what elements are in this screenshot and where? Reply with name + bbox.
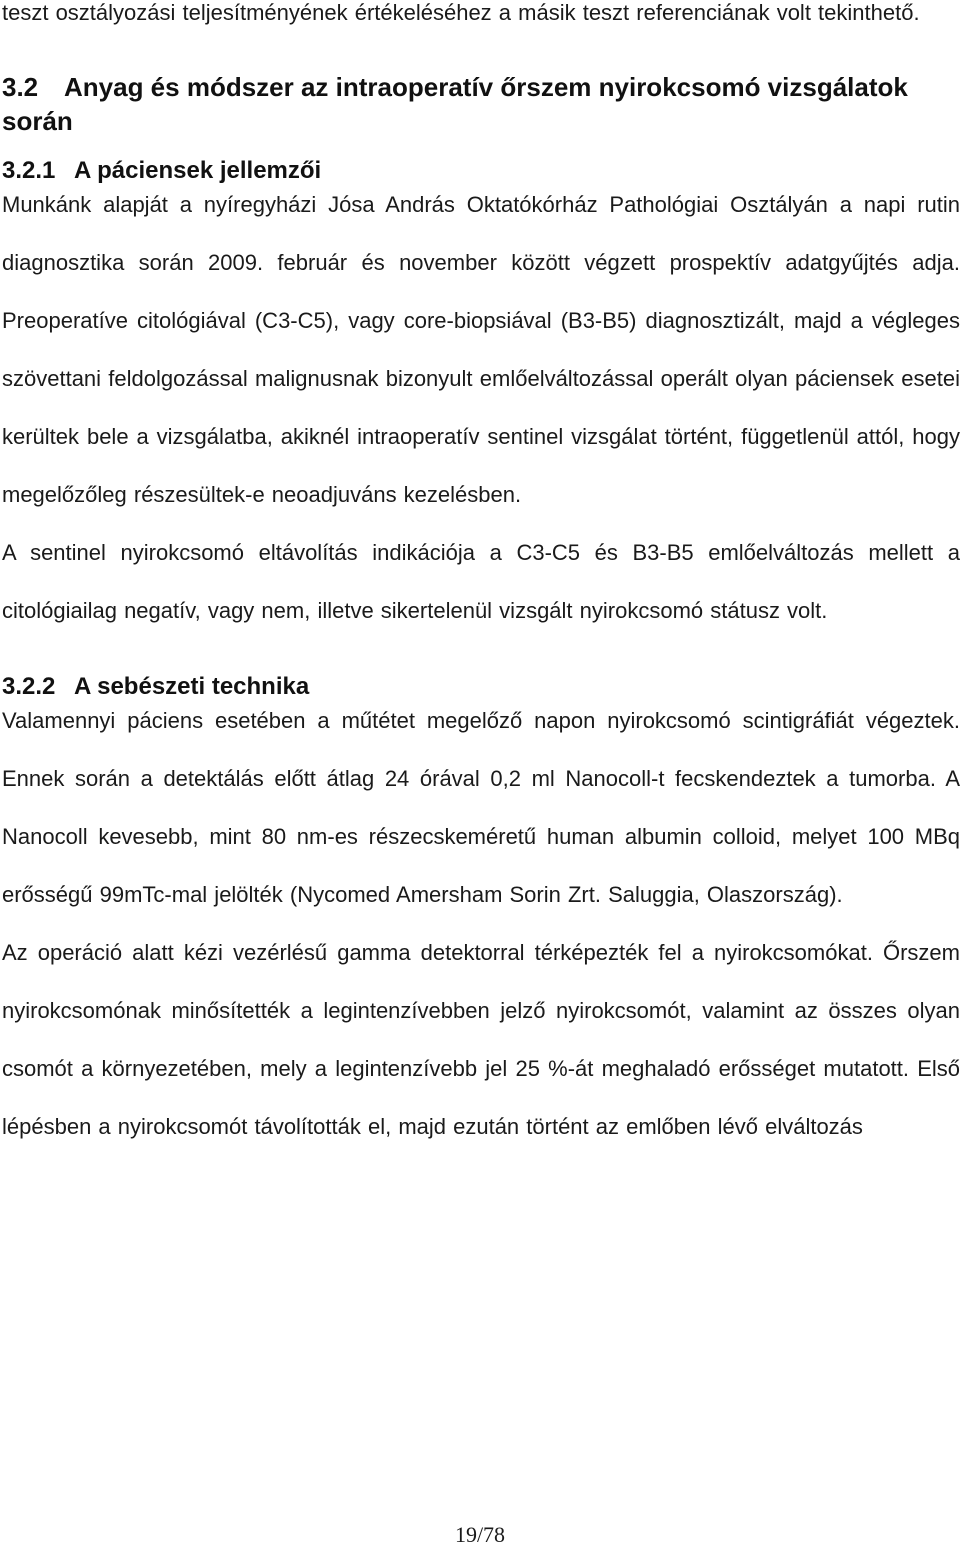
section-title: Anyag és módszer az intraoperatív őrszem nyirokcsomó vizsgálatok során [2,72,908,136]
subsection-title: A páciensek jellemzői [74,157,322,184]
paragraph-technique-2: Az operáció alatt kézi vezérlésű gamma detektorral térképezték fel a nyirokcsomókat. Őrszem nyirokcsomónak minősítették a legintenzívebben jelző nyirokcsomót, valamint az összes olyan csomót a környezetében, mely a legintenzívebb jel 25 %-át meghaladó erősséget mutatott. Első lépésben a nyirokcsomót távolították el, majd ezután történt az emlőben lévő elváltozás [2,940,960,1139]
section-number: 3.2 [2,72,39,102]
page-number: 19/78 [454,1522,506,1547]
subsection-number: 3.2.2 [2,673,56,700]
paragraph-patients-2: A sentinel nyirokcsomó eltávolítás indikációja a C3-C5 és B3-B5 emlőelváltozás mellett a citológiailag negatív, vagy nem, illetve sikertelenül vizsgált nyirokcsomó státusz volt. [2,540,960,623]
subsection-title: A sebészeti technika [74,673,310,700]
paragraph-technique-1: Valamennyi páciens esetében a műtétet megelőző napon nyirokcsomó scintigráfiát végeztek. Ennek során a detektálás előtt átlag 24 órával 0,2 ml Nanocoll-t fecskendeztek a tumorba. A Nanocoll kevesebb, mint 80 nm-es részecskeméretű human albumin colloid, melyet 100 MBq erősségű 99mTc-mal jelölték (Nycomed Amersham Sorin Zrt. Saluggia, Olaszország). [2,708,960,907]
subsection-number: 3.2.1 [2,157,56,184]
paragraph-patients-1: Munkánk alapját a nyíregyházi Jósa András Oktatókórház Pathológiai Osztályán a napi rutin diagnosztika során 2009. február és november között végzett prospektív adatgyűjtés adja. Preoperatíve citológiával (C3-C5), vagy core-biopsiával (B3-B5) diagnosztizált, majd a végleges szövettani feldolgozással malignusnak bizonyult emlőelváltozással operált olyan páciensek esetei kerültek bele a vizsgálatba, akiknél intraoperatív sentinel vizsgálat történt, függetlenül attól, hogy megelőzőleg részesültek-e neoadjuváns kezelésben. [2,192,960,507]
page-content [2,0,960,1156]
section-heading-3-2 [2,70,960,138]
intro-paragraph: teszt osztályozási teljesítményének értékeléséhez a másik teszt referenciának volt tekinthető. [2,0,920,25]
